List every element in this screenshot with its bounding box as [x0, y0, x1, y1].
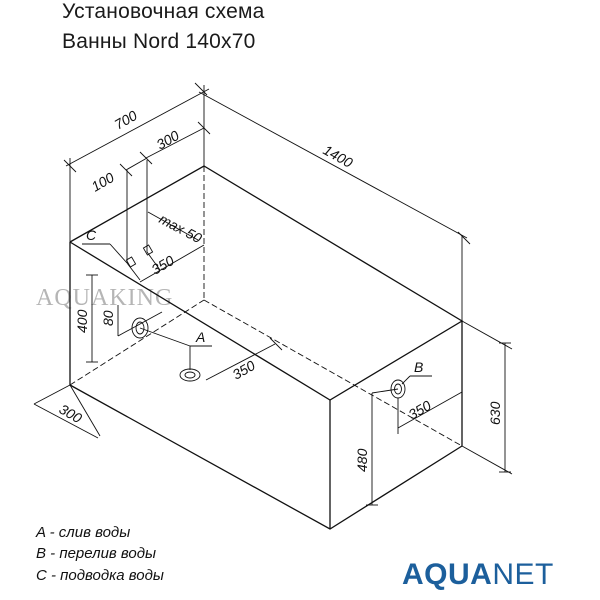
- aquanet-logo: [402, 558, 554, 592]
- legend-b: B - перелив воды: [36, 545, 157, 562]
- dim-max50-label: max 50: [156, 210, 205, 247]
- dimension-1400: [195, 83, 470, 321]
- drain-fitting: [180, 369, 200, 381]
- bathtub-box: [70, 166, 462, 529]
- diagram-title-line2: Ванны Nord 140x70: [62, 30, 256, 53]
- dimension-100: [120, 158, 147, 176]
- dimension-700: [64, 89, 209, 242]
- legend-c: C - подводка воды: [36, 567, 164, 584]
- marker-b: B: [414, 359, 424, 375]
- dim-80-label: 80: [100, 310, 116, 326]
- dim-630-label: 630: [487, 401, 503, 425]
- dim-300-side-label: 300: [56, 400, 85, 427]
- dimension-480: [366, 389, 398, 505]
- dim-350-b-label: 350: [405, 397, 434, 423]
- legend-a: A - слив воды: [36, 524, 131, 541]
- watermark: AQUAKING: [36, 285, 174, 311]
- dim-300-top-label: 300: [153, 127, 182, 153]
- diagram-title-line1: Установочная схема: [62, 0, 265, 23]
- marker-c: C: [86, 227, 97, 243]
- logo-part2: NET: [492, 558, 554, 591]
- dimension-630: [462, 321, 512, 474]
- dim-480-label: 480: [354, 448, 370, 472]
- dim-400-label: 400: [74, 309, 90, 333]
- marker-a: A: [196, 329, 206, 345]
- dim-1400-label: 1400: [320, 141, 356, 171]
- dim-350-c-label: 350: [148, 252, 177, 278]
- dim-100-label: 100: [88, 169, 117, 195]
- dim-350-a-label: 350: [229, 357, 258, 383]
- logo-part1: AQUA: [402, 558, 493, 591]
- dim-700-label: 700: [111, 107, 140, 133]
